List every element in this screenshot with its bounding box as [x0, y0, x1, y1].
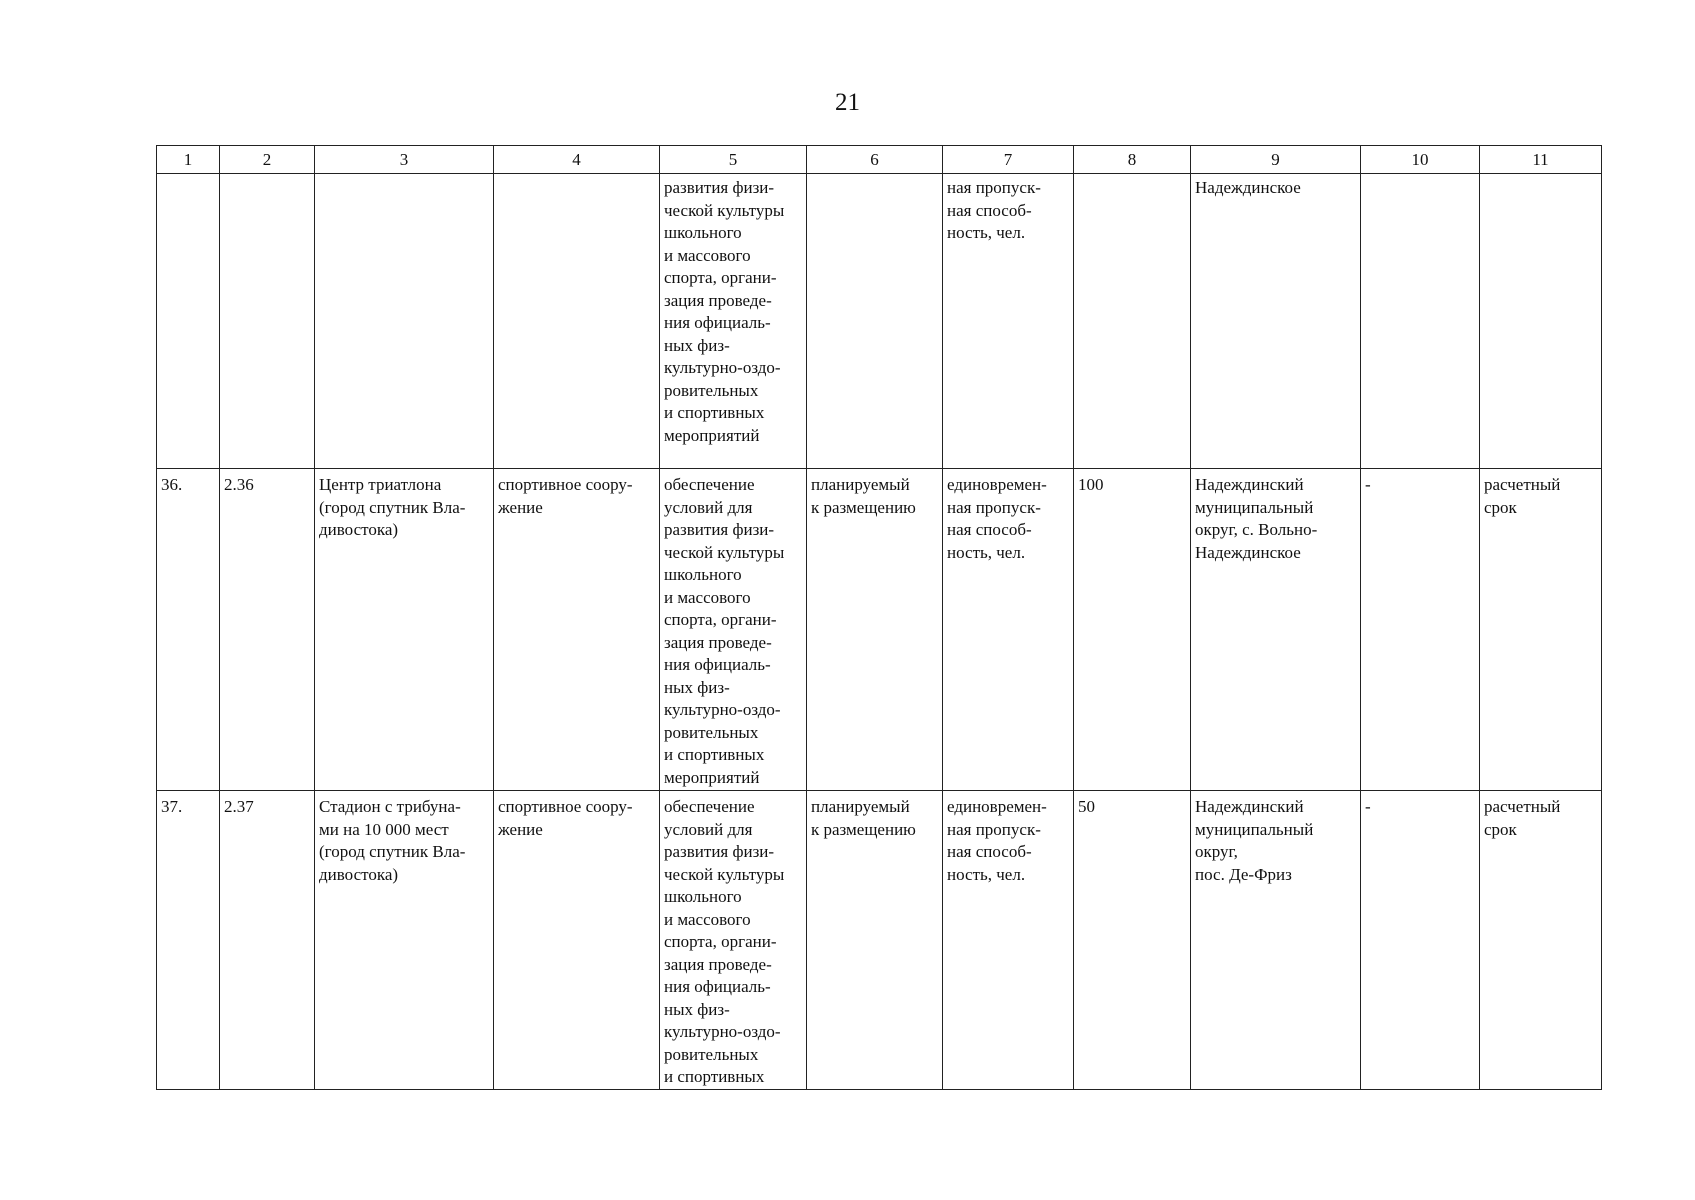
cell-text: Надеждинское — [1195, 178, 1301, 197]
cell-term — [1480, 174, 1602, 469]
cell-number — [157, 791, 220, 1090]
cell-text: обеспечение условий для развития физи- ческой культуры школьного и массового спорта, органи- зация проведе- ния официаль- ных физ- культурно-оздо- ровительных и спортивных мероприятий — [664, 475, 785, 787]
cell-code — [220, 791, 315, 1090]
table-row — [157, 791, 1602, 1090]
cell-name — [315, 174, 494, 469]
planning-table — [156, 145, 1602, 1090]
cell-name — [315, 469, 494, 791]
cell-text: Надеждинский муниципальный округ, с. Вольно- Надеждинское — [1195, 475, 1318, 562]
column-header: 2 — [220, 146, 315, 174]
cell-text: спортивное соору- жение — [498, 475, 633, 517]
cell-text: расчетный срок — [1484, 475, 1561, 517]
column-header: 1 — [157, 146, 220, 174]
cell-value — [1074, 469, 1191, 791]
cell-zone — [1361, 174, 1480, 469]
cell-text: обеспечение условий для развития физи- ческой культуры школьного и массового спорта, органи- зация проведе- ния официаль- ных физ- культурно-оздо- ровительных и спортивных — [664, 797, 785, 1086]
cell-text: Надеждинский муниципальный округ, пос. Де-Фриз — [1195, 797, 1314, 884]
cell-text: Центр триатлона (город спутник Вла- дивостока) — [319, 475, 466, 539]
cell-purpose — [660, 174, 807, 469]
table-row — [157, 469, 1602, 791]
cell-location — [1191, 791, 1361, 1090]
cell-type — [494, 469, 660, 791]
column-header: 4 — [494, 146, 660, 174]
cell-characteristic — [943, 174, 1074, 469]
cell-text: 100 — [1078, 475, 1104, 494]
cell-text: единовремен- ная пропуск- ная способ- ность, чел. — [947, 475, 1047, 562]
cell-status — [807, 174, 943, 469]
table-header-row — [157, 146, 1602, 174]
cell-purpose — [660, 791, 807, 1090]
cell-zone — [1361, 469, 1480, 791]
column-header: 7 — [943, 146, 1074, 174]
cell-value — [1074, 791, 1191, 1090]
column-header: 10 — [1361, 146, 1480, 174]
column-header: 5 — [660, 146, 807, 174]
cell-text: планируемый к размещению — [811, 475, 916, 517]
column-header: 6 — [807, 146, 943, 174]
cell-text: 50 — [1078, 797, 1095, 816]
cell-text: расчетный срок — [1484, 797, 1561, 839]
cell-text: 37. — [161, 797, 183, 816]
cell-location — [1191, 174, 1361, 469]
cell-text: планируемый к размещению — [811, 797, 916, 839]
cell-code — [220, 469, 315, 791]
cell-number — [157, 469, 220, 791]
cell-location — [1191, 469, 1361, 791]
cell-text: 2.37 — [224, 797, 254, 816]
cell-text: ная пропуск- ная способ- ность, чел. — [947, 178, 1041, 242]
cell-purpose — [660, 469, 807, 791]
cell-text: Стадион с трибуна- ми на 10 000 мест (город спутник Вла- дивостока) — [319, 797, 466, 884]
cell-text: - — [1365, 797, 1371, 816]
cell-number — [157, 174, 220, 469]
column-header: 9 — [1191, 146, 1361, 174]
cell-name — [315, 791, 494, 1090]
cell-value — [1074, 174, 1191, 469]
table-row — [157, 174, 1602, 469]
cell-code — [220, 174, 315, 469]
cell-text: развития физи- ческой культуры школьного и массового спорта, органи- зация проведе- ния официаль- ных физ- культурно-оздо- ровительных и спортивных мероприятий — [664, 178, 785, 445]
column-header: 11 — [1480, 146, 1602, 174]
cell-characteristic — [943, 469, 1074, 791]
cell-characteristic — [943, 791, 1074, 1090]
cell-status — [807, 791, 943, 1090]
column-header: 3 — [315, 146, 494, 174]
cell-text: спортивное соору- жение — [498, 797, 633, 839]
cell-text: единовремен- ная пропуск- ная способ- ность, чел. — [947, 797, 1047, 884]
cell-status — [807, 469, 943, 791]
cell-text: 36. — [161, 475, 183, 494]
cell-zone — [1361, 791, 1480, 1090]
cell-type — [494, 174, 660, 469]
cell-term — [1480, 791, 1602, 1090]
page-number: 21 — [835, 89, 860, 116]
column-header: 8 — [1074, 146, 1191, 174]
cell-text: 2.36 — [224, 475, 254, 494]
cell-term — [1480, 469, 1602, 791]
cell-text: - — [1365, 475, 1371, 494]
cell-type — [494, 791, 660, 1090]
